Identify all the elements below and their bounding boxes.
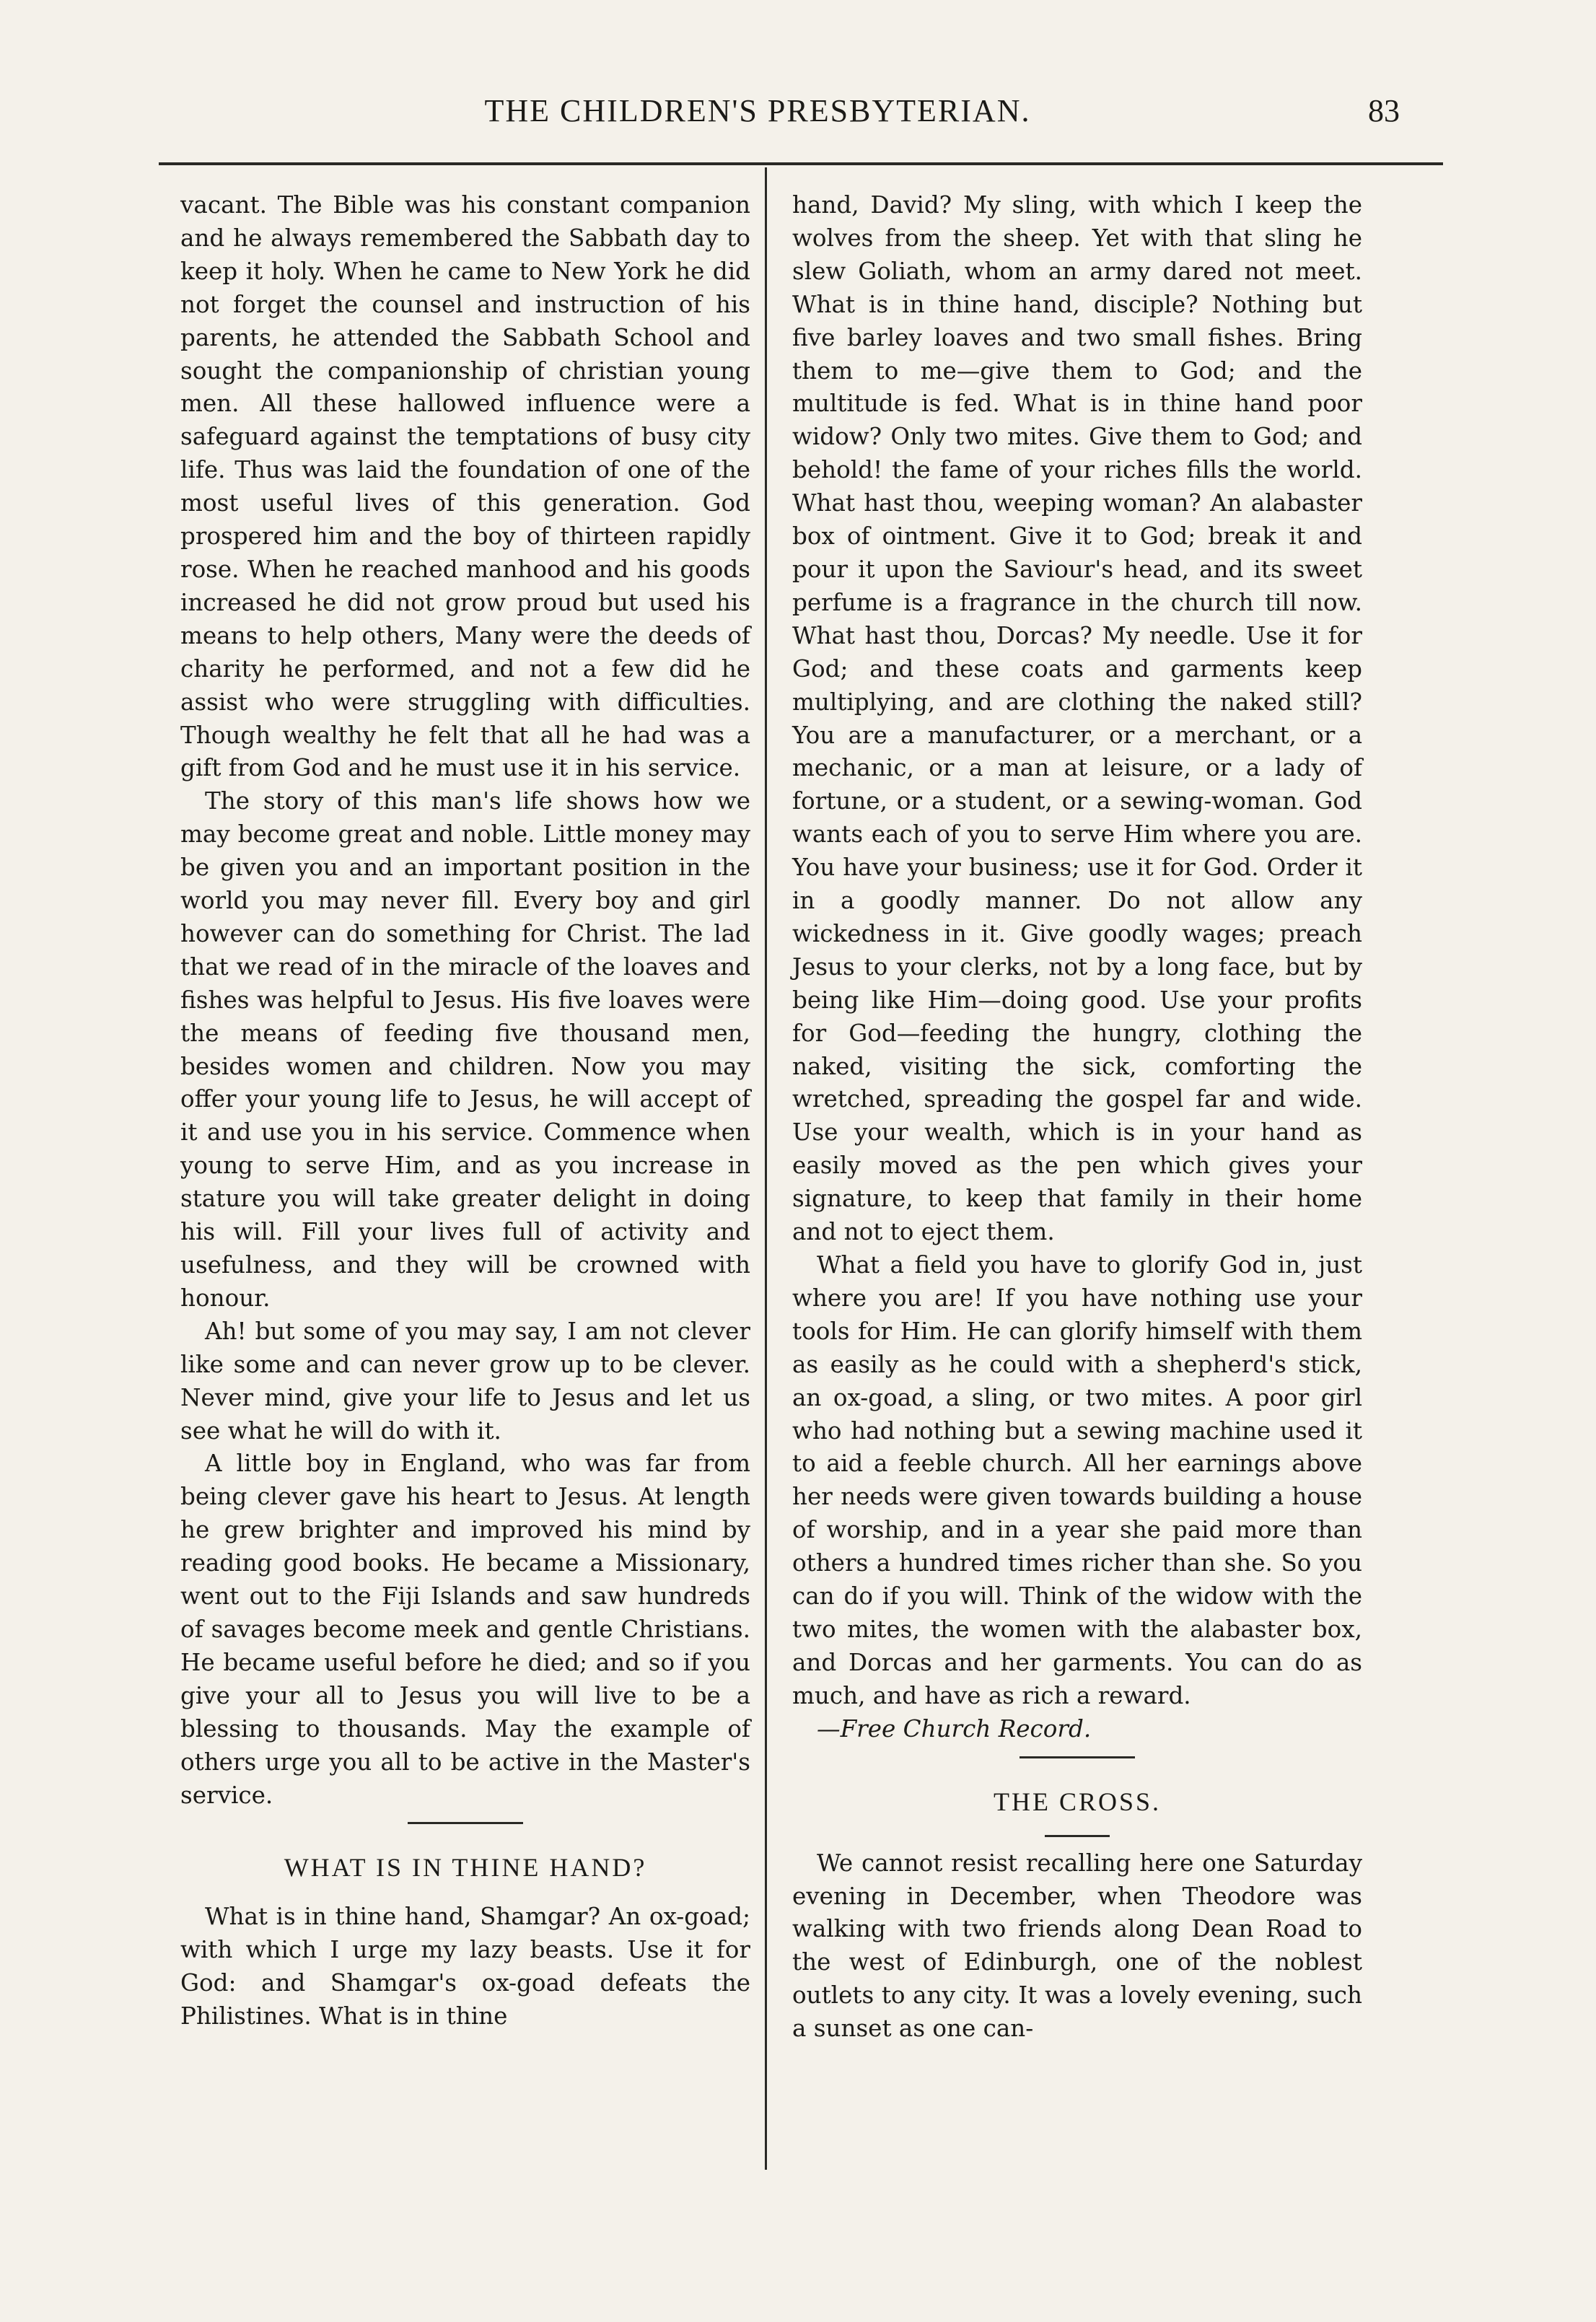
page-number: 83 (1368, 93, 1400, 128)
paragraph: Ah! but some of you may say, I am not clever like some and can never grow up to be clever. Never mind, give your life to Jesus and let us see what he will do with it. (180, 1317, 750, 1445)
running-title: THE CHILDREN'S PRESBYTERIAN. (484, 93, 1031, 128)
section-rule (408, 1822, 523, 1824)
paragraph: A little boy in England, who was far from being clever gave his heart to Jesus. At length he grew brighter and improved his mind by reading good books. He became a Missionary, went out to the Fiji Islands and saw hundreds of savages become meek and gentle Christians. He became useful before he died; and so if you give your all to Jesus you will live to be a blessing to thousands. May the example of others urge you all to be active in the Master's service. (180, 1450, 750, 1809)
left-column (180, 189, 750, 2033)
paragraph: What is in thine hand, Shamgar? An ox-goad; with which I urge my lazy beasts. Use it for God: and Shamgar's ox-goad defeats the Philistines. What is in thine (180, 1903, 750, 2030)
paragraph: vacant. The Bible was his constant companion and he always remembered the Sabbath day to keep it holy. When he came to New York he did not forget the counsel and instruction of his parents, he attended the Sabbath School and sought the companionship of christian young men. All these hallowed influence were a safeguard against the temptations of busy city life. Thus was laid the foundation of one of the most useful lives of this generation. God prospered him and the boy of thirteen rapidly rose. When he reached manhood and his goods increased he did not grow proud but used his means to help others, Many were the deeds of charity he performed, and not a few did he assist who were struggling with difficulties. Though wealthy he felt that all he had was a gift from God and he must use it in his service. (180, 191, 750, 782)
paragraph: The story of this man's life shows how we may become great and noble. Little money may be given you and an important position in the world you may never fill. Every boy and girl however can do something for Christ. The lad that we read of in the miracle of the loaves and fishes was helpful to Jesus. His five loaves were the means of feeding five thousand men, besides women and children. Now you may offer your young life to Jesus, he will accept of it and use you in his service. Commence when young to serve Him, and as you increase in stature you will take greater delight in doing his will. Fill your lives full of activity and usefulness, and they will be crowned with honour. (180, 787, 750, 1312)
paragraph: We cannot resist recalling here one Saturday evening in December, when Theodore was walking with two friends along Dean Road to the west of Edinburgh, one of the noblest outlets to any city. It was a lovely evening, such a sunset as one can- (792, 1849, 1362, 2043)
section-title: WHAT IS IN THINE HAND? (284, 1853, 647, 1883)
section-rule (1020, 1756, 1135, 1758)
paragraph: hand, David? My sling, with which I keep the wolves from the sheep. Yet with that sling he slew Goliath, whom an army dared not meet. What is in thine hand, disciple? Nothing but five barley loaves and two small fishes. Bring them to me—give them to God; and the multitude is fed. What is in thine hand poor widow? Only two mites. Give them to God; and behold! the fame of your riches fills the world. What hast thou, weeping woman? An alabaster box of ointment. Give it to God; break it and pour it upon the Saviour's head, and its sweet perfume is a fragrance in the church till now. What hast thou, Dorcas? My needle. Use it for God; and these coats and garments keep multiplying, and are clothing the naked still? You are a manufacturer, or a merchant, or a mechanic, or a man at leisure, or a lady of fortune, or a student, or a sewing-woman. God wants each of you to serve Him where you are. You have your business; use it for God. Order it in a goodly manner. Do not allow any wickedness in it. Give goodly wages; preach Jesus to your clerks, not by a long face, but by being like Him—doing good. Use your profits for God—feeding the hungry, clothing the naked, visiting the sick, comforting the wretched, spreading the gospel far and wide. Use your wealth, which is in your hand as easily moved as the pen which gives your signature, to keep that family in their home and not to eject them. (792, 191, 1362, 1246)
running-head (159, 87, 1443, 144)
section-rule (1045, 1835, 1110, 1837)
section-title: THE CROSS. (993, 1787, 1162, 1816)
right-column (792, 189, 1362, 2046)
header-rule (159, 162, 1443, 165)
column-divider (765, 167, 767, 2170)
paragraph: What a field you have to glorify God in, just where you are! If you have nothing use your tools for Him. He can glorify himself with them as easily as he could with a shepherd's stick, an ox-goad, a sling, or two mites. A poor girl who had nothing but a sewing machine used it to aid a feeble church. All her earnings above her needs were given towards building a house of worship, and in a year she paid more than others a hundred times richer than she. So you can do if you will. Think of the widow with the two mites, the women with the alabaster box, and Dorcas and her garments. You can do as much, and have as rich a reward. (792, 1251, 1362, 1709)
attribution: —Free Church Record. (817, 1714, 1092, 1743)
